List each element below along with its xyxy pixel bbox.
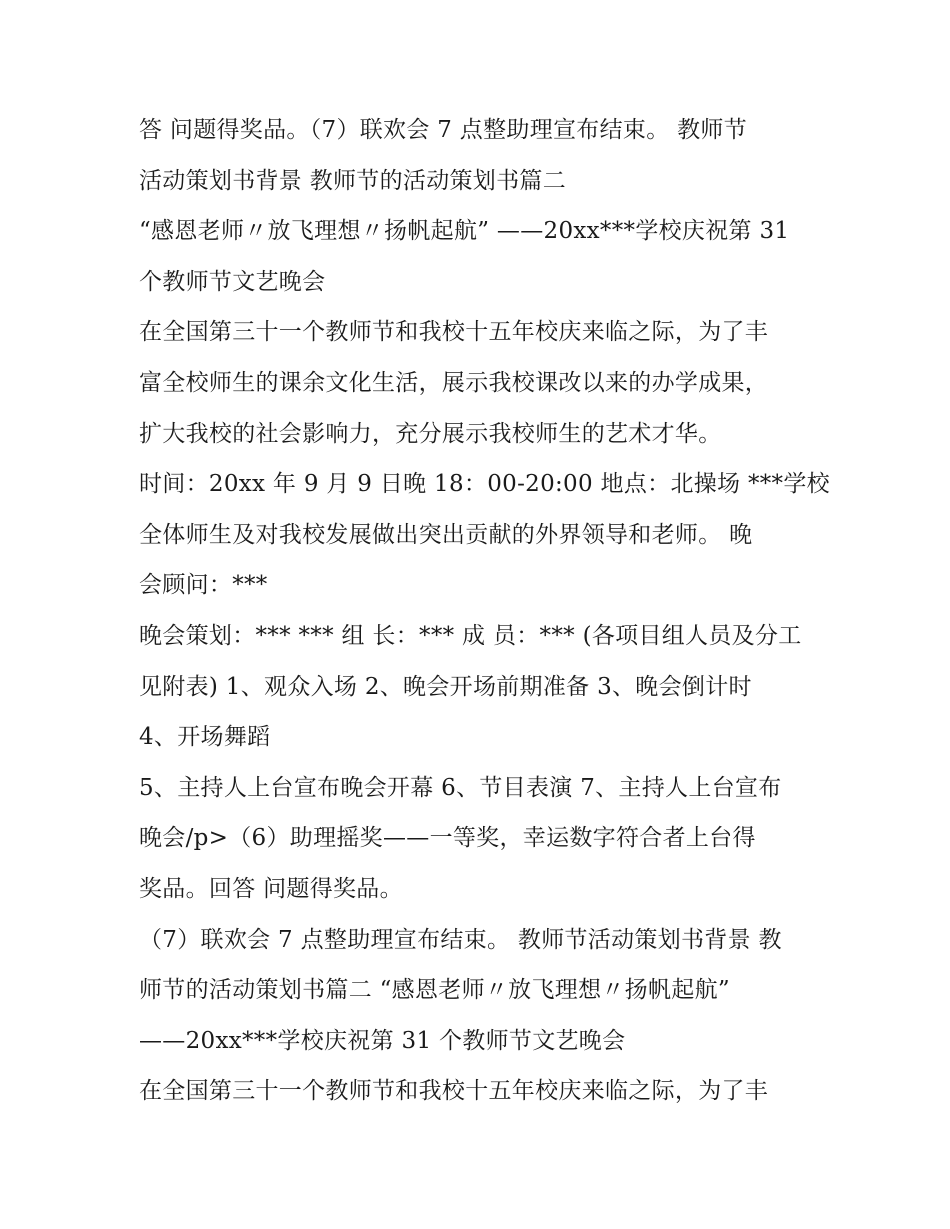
text-line: 晚会策划：*** *** 组 长：*** 成 员：*** (各项目组人员及分工 bbox=[139, 622, 802, 649]
text-line: 5、主持人上台宣布晚会开幕 6、节目表演 7、主持人上台宣布 bbox=[139, 774, 782, 801]
text-line: 活动策划书背景 教师节的活动策划书篇二 bbox=[139, 167, 567, 194]
text-line: 答 问题得奖品。（7）联欢会 7 点整助理宣布结束。 教师节 bbox=[139, 117, 748, 143]
text-line: 富全校师生的课余文化生活，展示我校课改以来的办学成果， bbox=[139, 369, 769, 396]
text-line: 见附表) 1、观众入场 2、晚会开场前期准备 3、晚会倒计时 bbox=[139, 673, 752, 700]
text-line: 扩大我校的社会影响力，充分展示我校师生的艺术才华。 bbox=[139, 420, 722, 447]
text-line: 时间：20xx 年 9 月 9 日晚 18：00-20:00 地点：北操场 ***学校 bbox=[139, 471, 830, 498]
text-line: ——20xx***学校庆祝第 31 个教师节文艺晚会 bbox=[139, 1027, 626, 1054]
text-line: 全体师生及对我校发展做出突出贡献的外界领导和老师。 晚 bbox=[139, 521, 753, 548]
text-line: “感恩老师〃放飞理想〃扬帆起航” ——20xx***学校庆祝第 31 bbox=[139, 218, 790, 245]
text-line: 在全国第三十一个教师节和我校十五年校庆来临之际，为了丰 bbox=[139, 1078, 769, 1105]
text-line: 师节的活动策划书篇二 “感恩老师〃放飞理想〃扬帆起航” bbox=[139, 977, 730, 1004]
text-line: 在全国第三十一个教师节和我校十五年校庆来临之际，为了丰 bbox=[139, 319, 769, 346]
document-body bbox=[139, 105, 830, 1117]
text-line: 会顾问：*** bbox=[139, 572, 268, 599]
text-line: 晚会/p>（6）助理摇奖——一等奖，幸运数字符合者上台得 bbox=[139, 825, 756, 852]
text-line: 4、开场舞蹈 bbox=[139, 724, 271, 751]
text-line: 个教师节文艺晚会 bbox=[139, 268, 326, 295]
text-line: （7）联欢会 7 点整助理宣布结束。 教师节活动策划书背景 教 bbox=[139, 926, 782, 953]
text-line: 奖品。回答 问题得奖品。 bbox=[139, 875, 403, 902]
